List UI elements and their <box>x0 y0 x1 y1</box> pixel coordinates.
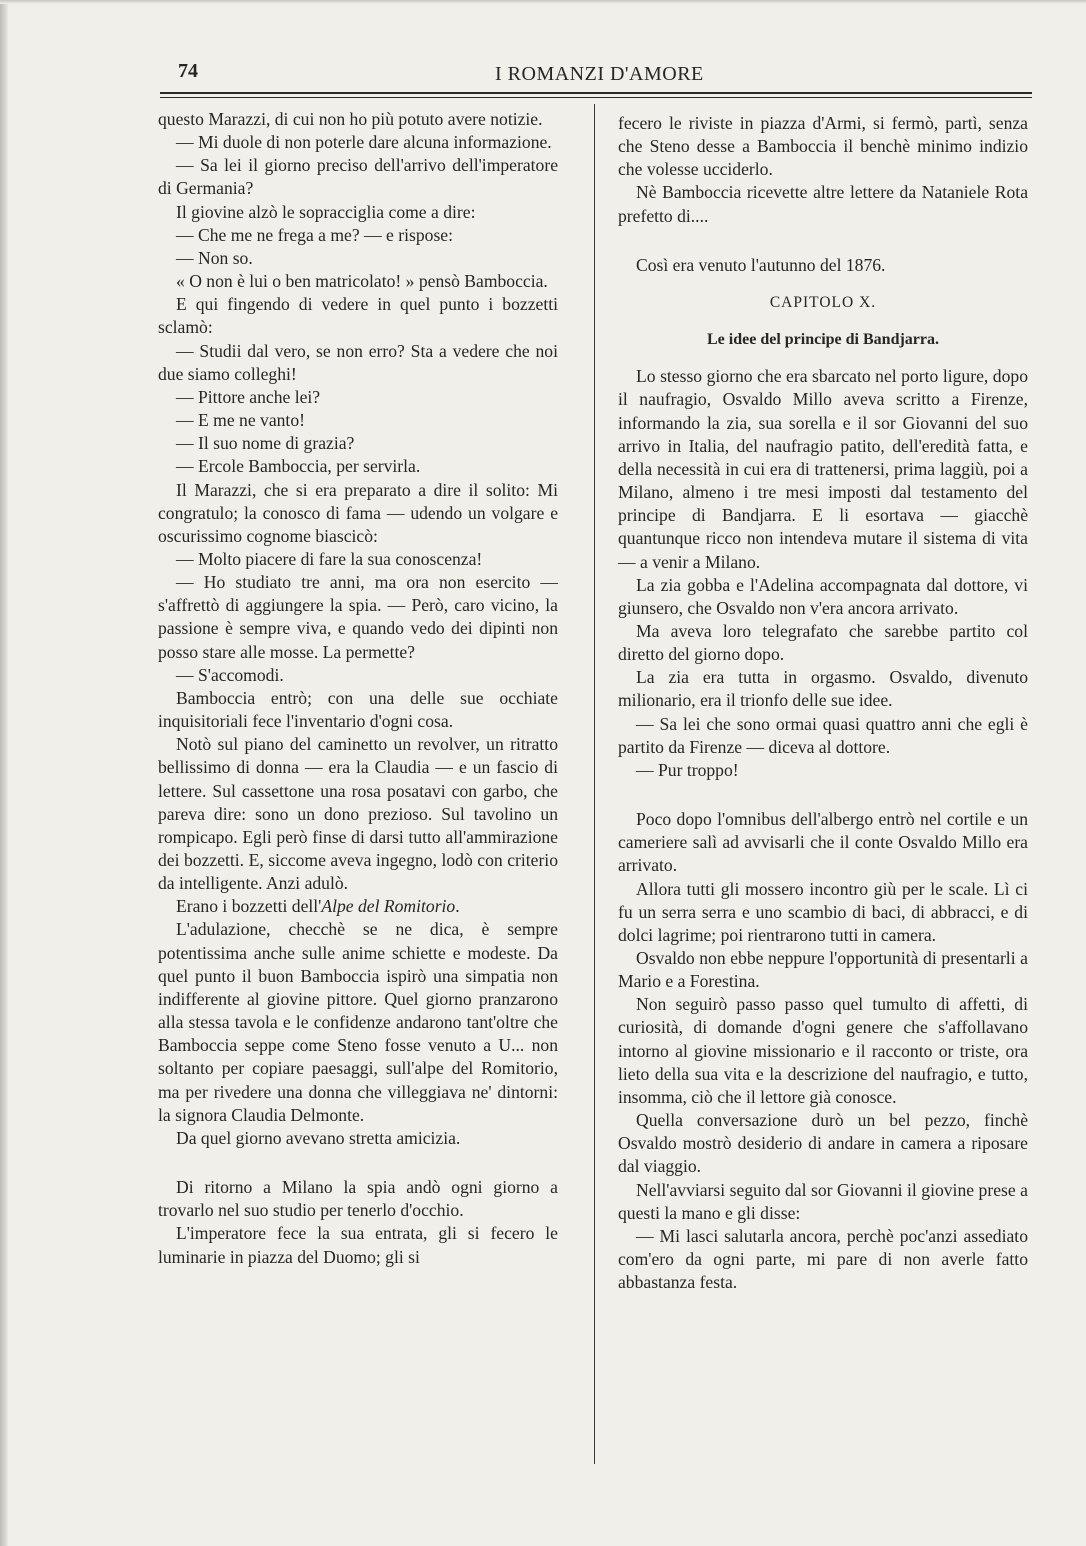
column-divider <box>594 104 595 1464</box>
header-rule-thin <box>160 97 1032 98</box>
dialogue-line: — Pittore anche lei? <box>176 386 321 407</box>
right-column <box>618 112 1028 1294</box>
dialogue-line: — Ercole Bamboccia, per servirla. <box>176 456 421 477</box>
chapter-heading: CAPITOLO X. <box>769 293 877 311</box>
header-rule-thick <box>160 92 1032 94</box>
paragraph: Allora tutti gli mossero incontro giù per le scale. Lì ci fu un serra serra e uno scambio di baci, di abbracci, e di dolci lagrime; poi rientrarono tutti in camera. <box>618 878 1028 945</box>
paragraph: Ma aveva loro telegrafato che sarebbe partito col diretto del giorno dopo. <box>618 620 1028 665</box>
paragraph: Poco dopo l'omnibus dell'albergo entrò nel cortile e un cameriere salì ad avvisarli che il conte Osvaldo Millo era arrivato. <box>618 809 1028 876</box>
running-title: I ROMANZI D'AMORE <box>495 63 704 85</box>
chapter-title: Le idee del principe di Bandjarra. <box>707 331 939 349</box>
paragraph: Bamboccia entrò; con una delle sue occhiate inquisitoriali fece l'inventario d'ogni cosa. <box>158 687 558 732</box>
paragraph: Notò sul piano del caminetto un revolver, un ritratto bellissimo di donna — era la Claudia — e un fascio di lettere. Sul cassettone una rosa posatavi con garbo, che pareva dire: sono un dono prezioso. Sul tavolino un rompicapo. Egli però finse di darsi tutto all'ammirazione dei bozzetti. E, siccome aveva ingegno, lodò con criterio da intelligente. Anzi adulò. <box>158 734 558 894</box>
paragraph: Di ritorno a Milano la spia andò ogni giorno a trovarlo nel suo studio per tenerlo d'occhio. <box>158 1177 558 1221</box>
paragraph: E qui fingendo di vedere in quel punto i bozzetti sclamò: <box>158 294 558 338</box>
paragraph: La zia era tutta in orgasmo. Osvaldo, divenuto milionario, era il trionfo delle sue idee. <box>618 667 1028 711</box>
paragraph: Nell'avviarsi seguito dal sor Giovanni il giovine prese a questi la mano e gli disse: <box>618 1179 1028 1223</box>
section-break <box>618 228 1028 254</box>
page-binding-edge <box>0 0 8 1546</box>
paragraph-alpe <box>158 895 558 918</box>
paragraph: Osvaldo non ebbe neppure l'opportunità di presentarli a Mario e a Forestina. <box>618 948 1028 992</box>
paragraph: « O non è lui o ben matricolato! » pensò Bamboccia. <box>176 271 548 292</box>
page-number: 74 <box>178 60 198 82</box>
page-top-edge <box>0 0 1086 4</box>
dialogue-line: — Sa lei che sono ormai quasi quattro anni che egli è partito da Firenze — diceva al dottore. <box>618 713 1028 757</box>
paragraph: L'adulazione, checchè se ne dica, è sempre potentissima anche sulle anime schiette e modeste. Da quel punto il buon Bamboccia ispirò una simpatia non indifferente al giovine pittore. Quel giorno pranzarono alla stessa tavola e le confidenze andarono tant'oltre che Bamboccia seppe come Steno fosse venuto a U... non soltanto per copiare paesaggi, sull'alpe del Romitorio, ma per rivedere una donna che villeggiava ne' dintorni: la signora Claudia Delmonte. <box>158 919 558 1125</box>
dialogue-line: — Sa lei il giorno preciso dell'arrivo dell'imperatore di Germania? <box>158 155 558 199</box>
dialogue-line: — Il suo nome di grazia? <box>176 433 355 454</box>
paragraph: Nè Bamboccia ricevette altre lettere da Nataniele Rota prefetto di.... <box>618 182 1028 226</box>
paragraph: Da quel giorno avevano stretta amicizia. <box>176 1127 461 1148</box>
dialogue-line: — Non so. <box>176 247 253 268</box>
dialogue-line: — Mi lasci salutarla ancora, perchè poc'anzi assediato com'ero da ogni parte, mi pare di non averle fatto abbastanza festa. <box>618 1225 1028 1293</box>
paragraph: Non seguirò passo passo quel tumulto di affetti, di curiosità, di domande d'ogni genere che s'affollavano intorno al giovine missionario e il racconto or triste, ora lieto della sua vita e la descrizione del naufragio, e tutto, insomma, ciò che il lettore già conosce. <box>618 994 1028 1107</box>
paragraph: Lo stesso giorno che era sbarcato nel porto ligure, dopo il naufragio, Osvaldo Millo aveva scritto a Firenze, informando la zia, sua sorella e il sor Giovanni del suo arrivo in Italia, del naufragio patito, dell'eredità fatta, e della necessità in cui era di trattenersi, prima laggiù, poi a Milano, almeno i tre mesi imposti dal testamento del principe di Bandjarra. E li esortava — giacchè quantunque ricco non intendeva mutare il sistema di vita — a venir a Milano. <box>618 366 1028 572</box>
paragraph: Quella conversazione durò un bel pezzo, finchè Osvaldo mostrò desiderio di andare in camera a riposare dal viaggio. <box>618 1110 1028 1177</box>
text-run: Erano i bozzetti dell' <box>176 896 322 917</box>
dialogue-line: — Mi duole di non poterle dare alcuna informazione. <box>176 132 552 153</box>
dialogue-line: — Pur troppo! <box>636 759 739 780</box>
section-break <box>158 1150 558 1176</box>
section-break <box>618 782 1028 808</box>
paragraph: La zia gobba e l'Adelina accompagnata dal dottore, vi giunsero, che Osvaldo non v'era ancora arrivato. <box>618 574 1028 618</box>
left-column <box>158 108 558 1269</box>
italic-title: Alpe del Romitorio <box>321 896 456 917</box>
running-head <box>160 60 1032 90</box>
dialogue-line: — Che me ne frega a me? — e rispose: <box>176 224 453 245</box>
dialogue-line: — Molto piacere di fare la sua conoscenza! <box>176 548 483 569</box>
dialogue-line: — Studii dal vero, se non erro? Sta a vedere che noi due siamo colleghi! <box>158 340 558 384</box>
paragraph: Il Marazzi, che si era preparato a dire il solito: Mi congratulo; la conosco di fama — udendo un volgare e oscurissimo cognome biascicò: <box>158 479 558 546</box>
paragraph: questo Marazzi, di cui non ho più potuto avere notizie. <box>158 109 543 129</box>
paragraph: Così era venuto l'autunno del 1876. <box>636 254 886 275</box>
paragraph: Il giovine alzò le sopracciglia come a dire: <box>176 201 476 222</box>
paragraph: L'imperatore fece la sua entrata, gli si fecero le luminarie in piazza del Duomo; gli si <box>158 1223 558 1267</box>
paragraph: fecero le riviste in piazza d'Armi, si fermò, partì, senza che Steno desse a Bamboccia il benchè minimo indizio che volesse ucciderlo. <box>618 113 1028 180</box>
dialogue-line: — S'accomodi. <box>176 664 284 685</box>
dialogue-line: — Ho studiato tre anni, ma ora non esercito — s'affrettò di aggiungere la spia. — Però, caro vicino, la passione è sempre viva, e quando vedo dei dipinti non posso stare alle mosse. La permette? <box>158 572 558 662</box>
dialogue-line: — E me ne vanto! <box>176 410 305 431</box>
text-run: . <box>455 896 460 917</box>
